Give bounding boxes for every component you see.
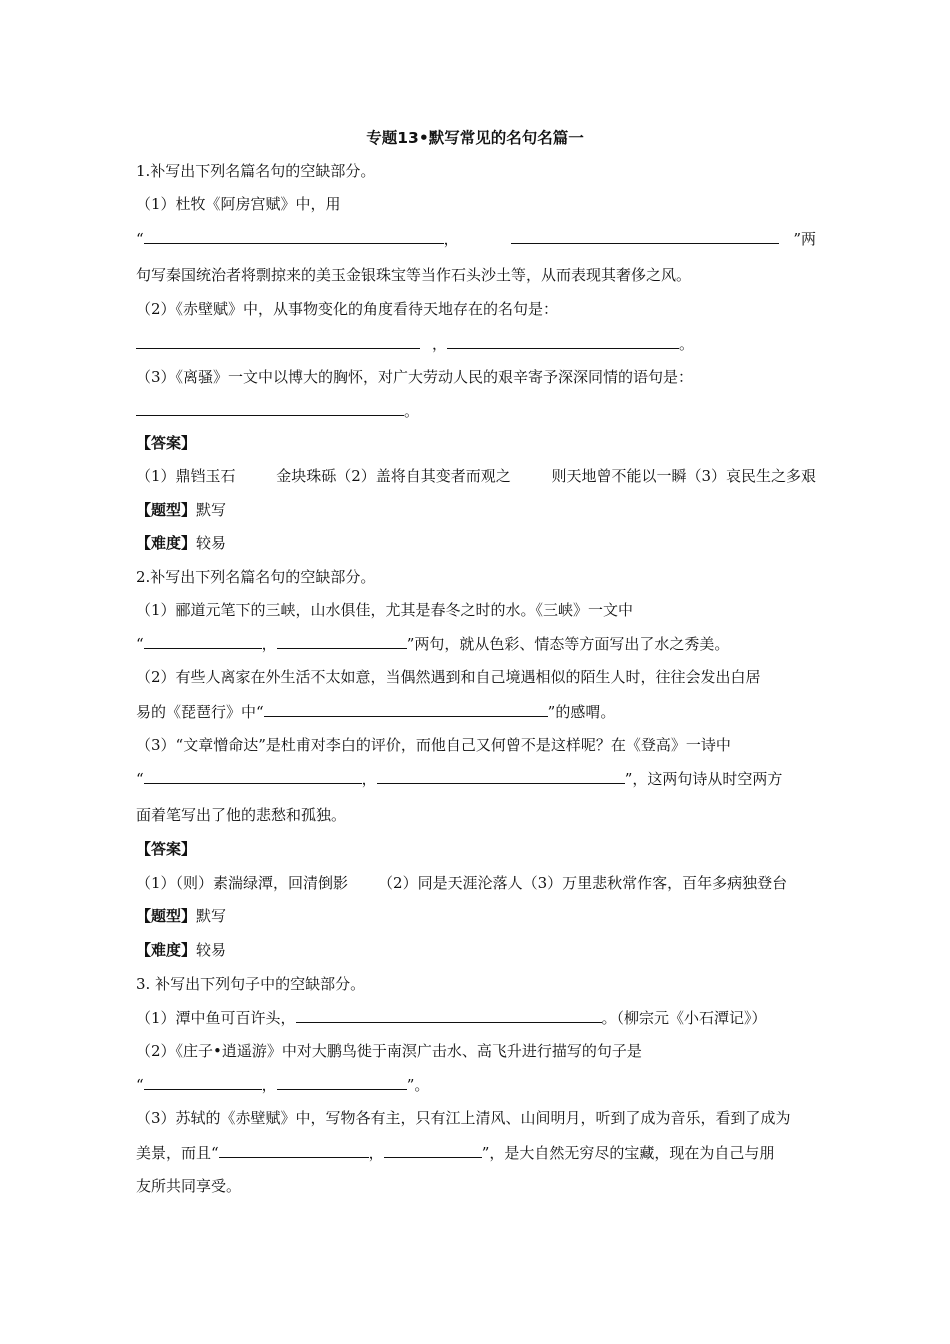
q1-part2-prompt: （2）《赤壁赋》中，从事物变化的角度看待天地存在的名句是： bbox=[136, 300, 559, 318]
q3-blank-3[interactable] bbox=[277, 1074, 407, 1090]
q1-p1-segment-2: ”两 bbox=[511, 228, 816, 249]
q1-blank-1[interactable] bbox=[144, 228, 444, 244]
q1-part3-prompt: （3）《离骚》一文中以博大的胸怀，对广大劳动人民的艰辛寄予深深同情的语句是： bbox=[136, 368, 694, 386]
q2-answer-label: 【答案】 bbox=[136, 840, 197, 858]
q1-blank-4[interactable] bbox=[447, 333, 679, 349]
q1-answer: （1）鼎铛玉石 金块珠砾（2）盖将自其变者而观之 则天地曾不能以一瞬（3）哀民生之多艰 bbox=[136, 467, 816, 485]
q1-part3-blanks: 。 bbox=[136, 400, 816, 421]
q1-part1-text: 句写秦国统治者将剽掠来的美玉金银珠宝等当作石头沙土等，从而表现其奢侈之风。 bbox=[136, 266, 692, 284]
q2-part2-prompt: （2）有些人离家在外生活不太如意，当偶然遇到和自己境遇相似的陌生人时，往往会发出白居 bbox=[136, 668, 761, 686]
q3-part2-blanks: “ ， ”。 bbox=[136, 1076, 430, 1094]
page-title: 专题13•默写常见的名句名篇一 bbox=[366, 129, 584, 147]
q3-part3-text: 友所共同享受。 bbox=[136, 1177, 242, 1195]
q1-stem: 1.补写出下列名篇名句的空缺部分。 bbox=[136, 162, 376, 180]
q3-blank-2[interactable] bbox=[144, 1074, 262, 1090]
q1-blank-2[interactable] bbox=[511, 228, 779, 244]
q3-part1: （1）潭中鱼可百许头， 。（柳宗元《小石潭记》） bbox=[136, 1009, 767, 1027]
q2-difficulty: 【难度】较易 bbox=[136, 941, 227, 959]
q2-stem: 2.补写出下列名篇名句的空缺部分。 bbox=[136, 568, 376, 586]
q3-part2-prompt: （2）《庄子•逍遥游》中对大鹏鸟徙于南溟广击水、高飞升进行描写的句子是 bbox=[136, 1042, 642, 1060]
q2-type: 【题型】默写 bbox=[136, 907, 227, 925]
q2-part3-blanks: “ ， ”，这两句诗从时空两方 bbox=[136, 770, 783, 788]
q2-blank-5[interactable] bbox=[377, 768, 625, 784]
q2-answer: （1）（则）素湍绿潭，回清倒影 （2）同是天涯沦落人（3）万里悲秋常作客，百年多病独登台 bbox=[136, 874, 788, 892]
q1-answer-label: 【答案】 bbox=[136, 434, 197, 452]
q3-part3-blanks: 美景，而且“ ， ”，是大自然无穷尽的宝藏，现在为自己与朋 bbox=[136, 1144, 775, 1162]
q2-part2-blanks: 易的《琵琶行》中“ ”的感喟。 bbox=[136, 703, 616, 721]
q2-blank-1[interactable] bbox=[144, 633, 262, 649]
q1-blank-5[interactable] bbox=[136, 400, 404, 416]
q2-blank-4[interactable] bbox=[144, 768, 362, 784]
q1-type: 【题型】默写 bbox=[136, 501, 227, 519]
q3-stem: 3. 补写出下列句子中的空缺部分。 bbox=[136, 975, 366, 993]
q1-part1-prompt: （1）杜牧《阿房宫赋》中，用 bbox=[136, 195, 341, 213]
q1-p1-segment: “ ， bbox=[136, 230, 459, 248]
q1-blank-3[interactable] bbox=[136, 333, 420, 349]
q3-part3-prompt: （3）苏轼的《赤壁赋》中，写物各有主，只有江上清风、山间明月，听到了成为音乐，看到了成为 bbox=[136, 1109, 791, 1127]
q2-part1-blanks: “ ， ”两句，就从色彩、情态等方面写出了水之秀美。 bbox=[136, 635, 730, 653]
q2-blank-3[interactable] bbox=[264, 701, 548, 717]
q1-part1-blanks bbox=[136, 228, 816, 249]
q3-blank-5[interactable] bbox=[384, 1142, 482, 1158]
q1-part2-blanks: ， 。 bbox=[136, 333, 816, 354]
q1-difficulty: 【难度】较易 bbox=[136, 534, 227, 552]
q2-part3-prompt: （3）“文章憎命达”是杜甫对李白的评价，而他自己又何曾不是这样呢？在《登高》一诗中 bbox=[136, 736, 731, 754]
q3-blank-4[interactable] bbox=[219, 1142, 369, 1158]
q2-part1-prompt: （1）郦道元笔下的三峡，山水俱佳，尤其是春冬之时的水。《三峡》一文中 bbox=[136, 601, 634, 619]
q2-part3-text: 面着笔写出了他的悲愁和孤独。 bbox=[136, 806, 347, 824]
q2-blank-2[interactable] bbox=[277, 633, 407, 649]
q3-blank-1[interactable] bbox=[296, 1007, 602, 1023]
